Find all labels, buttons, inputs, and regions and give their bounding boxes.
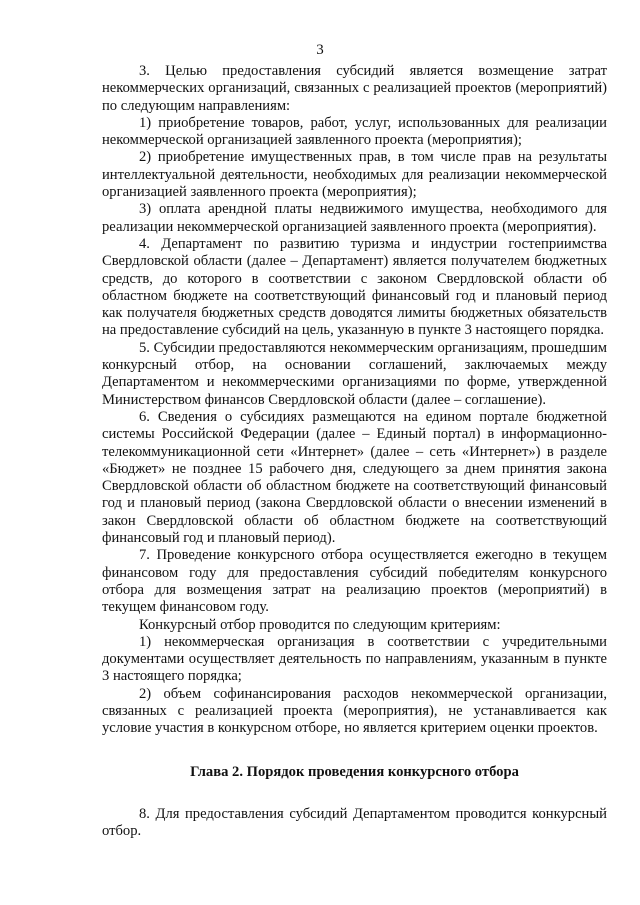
- list-item-rent-payment: 3) оплата арендной платы недвижимого имущества, необходимого для реализации некоммерческой организацией заявленного проекта (мероприятия).: [102, 201, 607, 235]
- chapter-heading: Глава 2. Порядок проведения конкурсного отбора: [190, 763, 519, 780]
- list-item-property-rights: 2) приобретение имущественных прав, в том числе прав на результаты интеллектуальной деятельности, необходимых для реализации некоммерческой организацией заявленного проекта (мероприятия);: [102, 149, 607, 201]
- criteria-item-2: 2) объем софинансирования расходов некоммерческой организации, связанных с реализацией проекта (мероприятия), не устанавливается как условие участия в конкурсном отборе, но является критерием оценки проектов.: [102, 685, 607, 737]
- paragraph-4-department: 4. Департамент по развитию туризма и индустрии гостеприимства Свердловской области (далее – Департамент) является получателем бюджетных средств, до которого в соответствии с законом Свердловской области об областном бюджете на соответствующий финансовый год и плановый период как получателя бюджетных средств доводятся лимиты бюджетных обязательств на предоставление субсидий на цель, указанную в пункте 3 настоящего порядка.: [102, 235, 607, 339]
- paragraph-3-goal: 3. Целью предоставления субсидий является возмещение затрат некоммерческих организаций, связанных с реализацией проектов (мероприятий) по следующим направлениям:: [102, 63, 607, 114]
- paragraph-7-selection: 7. Проведение конкурсного отбора осуществляется ежегодно в текущем финансовом году для предоставления субсидий победителям конкурсного отбора для возмещения затрат на реализацию проектов (мероприятий) в текущем финансовом году.: [102, 547, 607, 616]
- paragraph-8-selection: 8. Для предоставления субсидий Департаментом проводится конкурсный отбор.: [102, 805, 607, 840]
- paragraph-5-subsidies: 5. Субсидии предоставляются некоммерческим организациям, прошедшим конкурсный отбор, на основании соглашений, заключаемых между Департаментом и некоммерческими организациями по форме, утвержденной Министерством финансов Свердловской области (далее – соглашение).: [102, 339, 607, 408]
- criteria-item-1: 1) некоммерческая организация в соответствии с учредительными документами осуществляет деятельность по направлениям, указанным в пункте 3 настоящего порядка;: [102, 633, 607, 685]
- criteria-intro: Конкурсный отбор проводится по следующим критериям:: [139, 616, 501, 633]
- list-item-goods-purchase: 1) приобретение товаров, работ, услуг, использованных для реализации некоммерческой организацией заявленного проекта (мероприятия);: [102, 114, 607, 149]
- document-body: [102, 63, 607, 840]
- page-number: 3: [316, 42, 324, 58]
- paragraph-6-information: 6. Сведения о субсидиях размещаются на едином портале бюджетной системы Российской Федерации (далее – Единый портал) в информационно-телекоммуникационной сети «Интернет» (далее – сеть «Интернет») в разделе «Бюджет» не позднее 15 рабочего дня, следующего за днем принятия закона Свердловской области об областном бюджете на соответствующий финансовый год и плановый период (закона Свердловской области о внесении изменений в закон Свердловской области об областном бюджете на соответствующий финансовый год и плановый период).: [102, 408, 607, 547]
